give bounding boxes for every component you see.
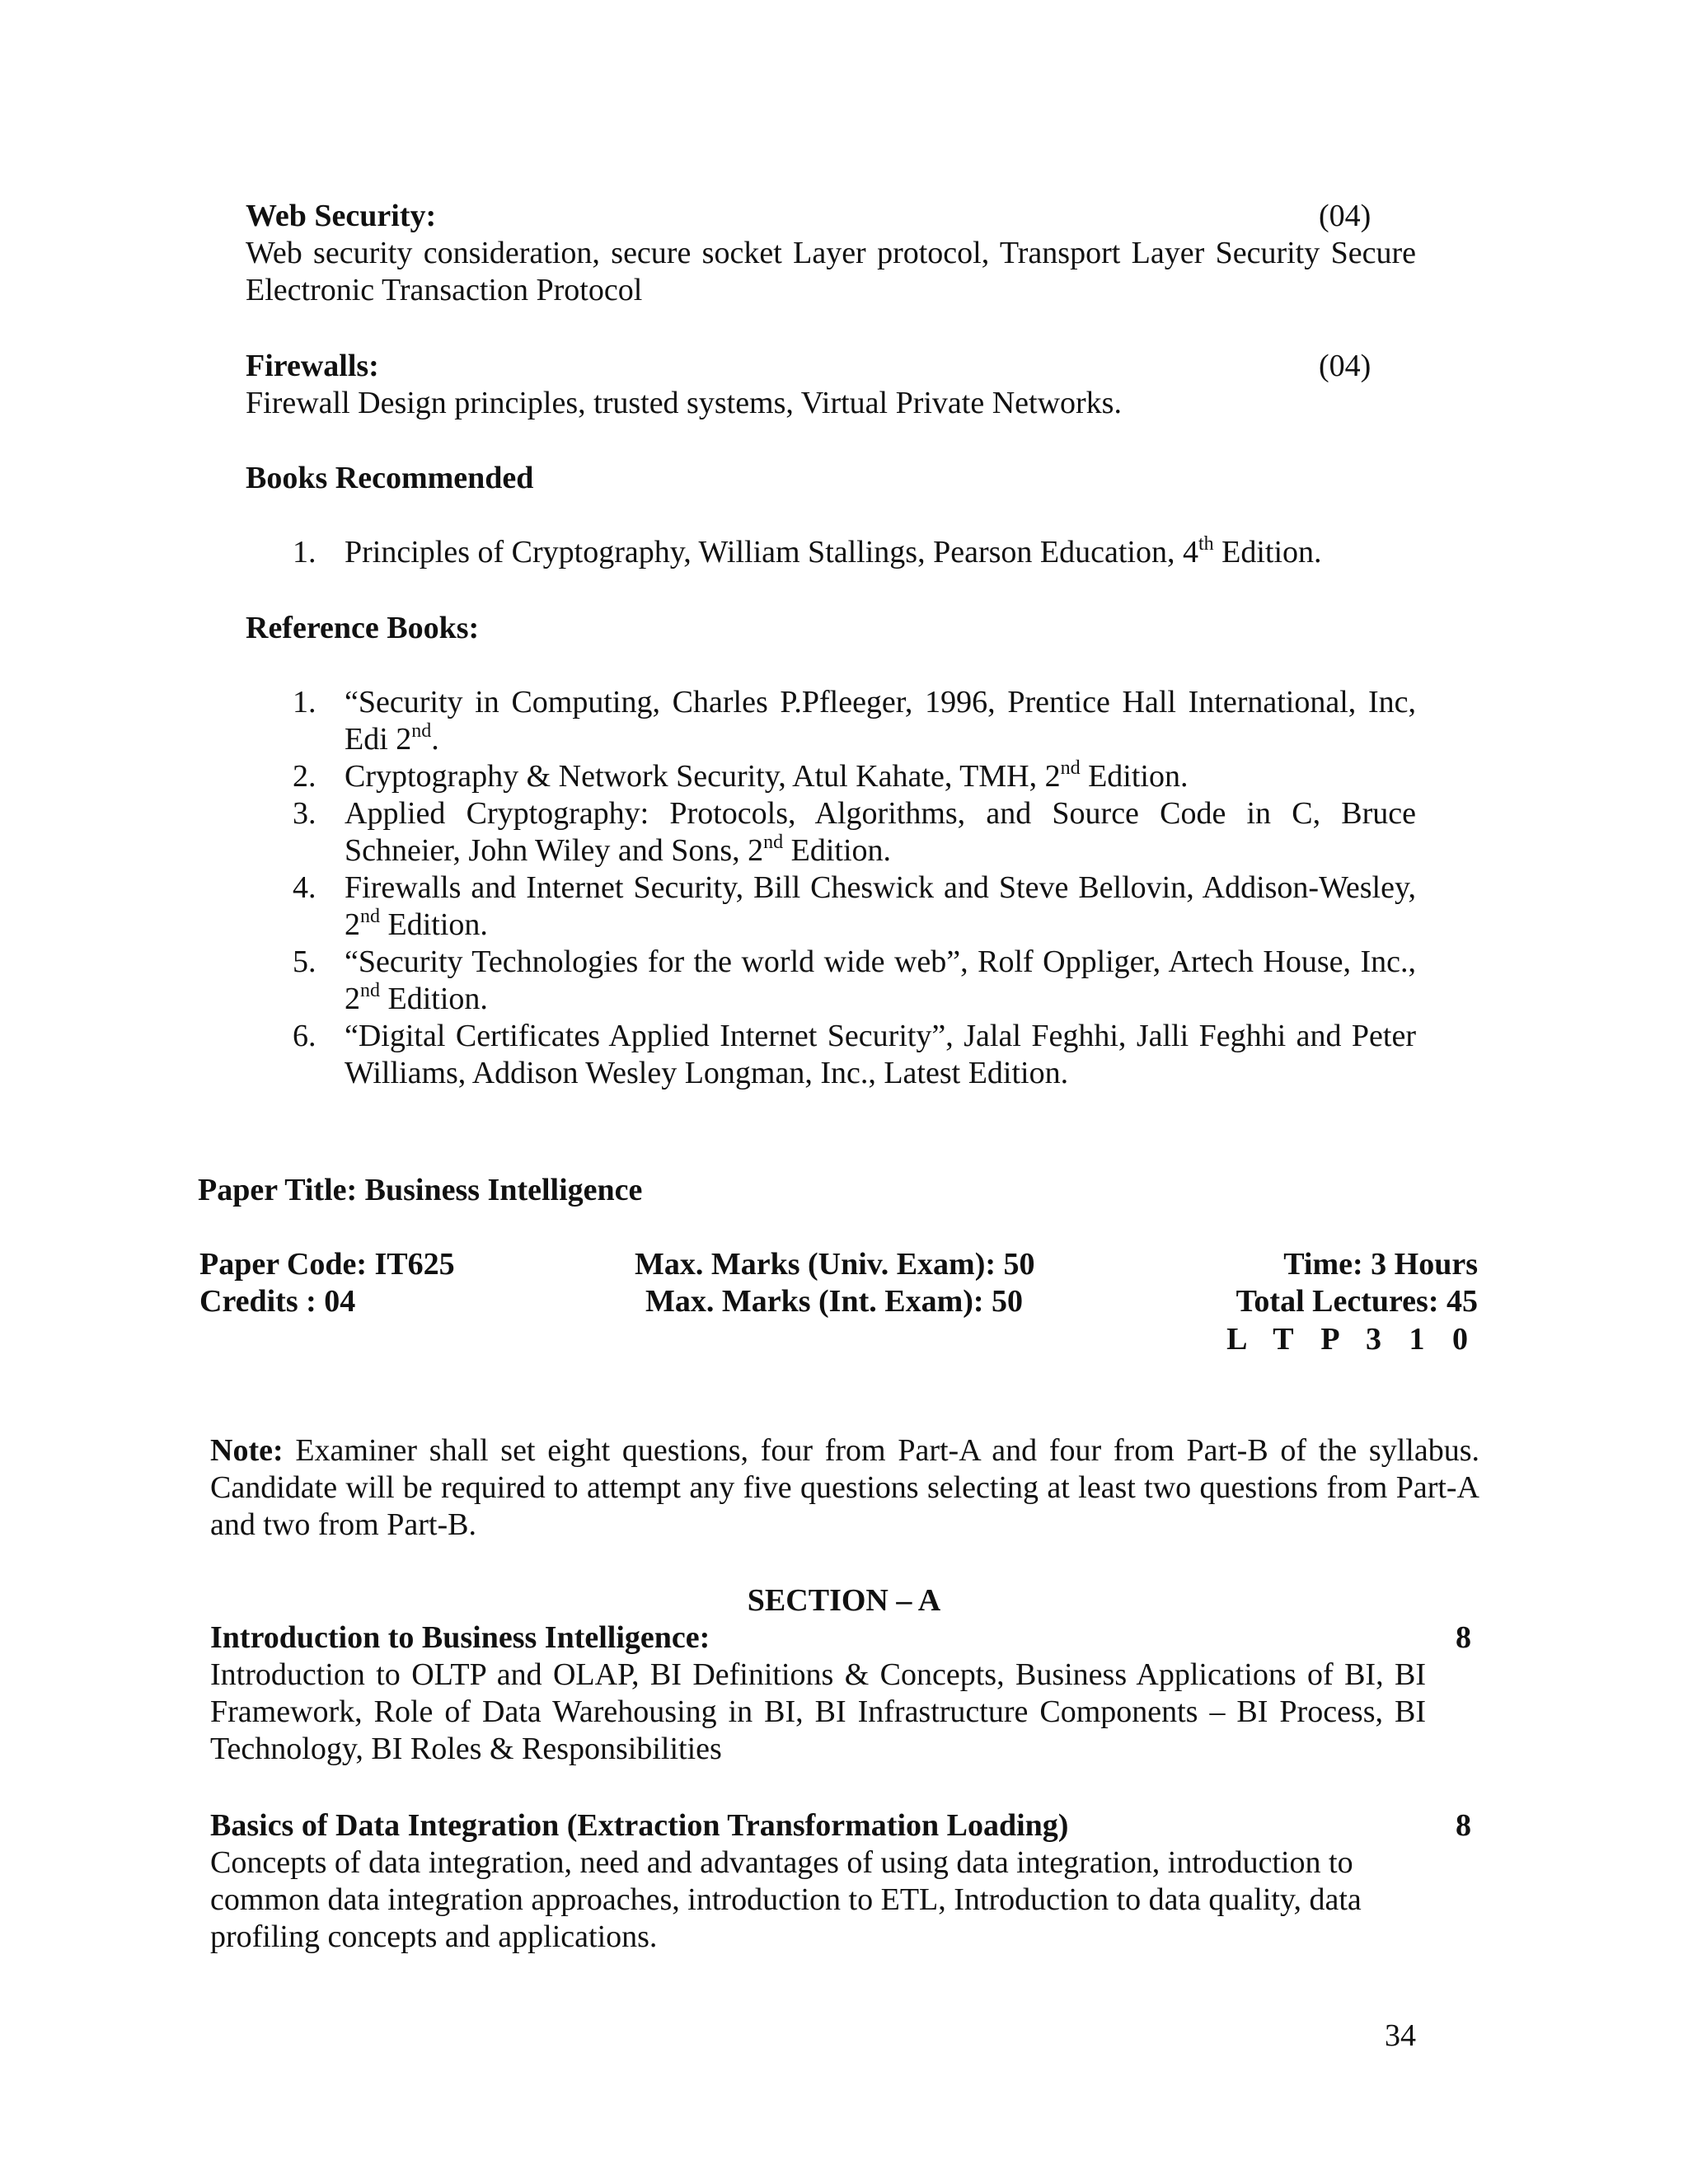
web-security-hours: (04) — [1319, 199, 1372, 233]
paper-code: Paper Code: IT625 — [199, 1247, 455, 1282]
books-recommended-heading: Books Recommended — [246, 461, 534, 495]
note-label: Note: — [210, 1433, 284, 1468]
reference-item: 3. Applied Cryptography: Protocols, Algorithms, and Source Code in C, Bruce Schneier, John Wiley and Sons, 2nd Edition. — [293, 796, 1416, 868]
reference-item: 6. “Digital Certificates Applied Internet Security”, Jalal Feghhi, Jalli Feghhi and Peter Williams, Addison Wesley Longman, Inc., Latest Edition. — [293, 1019, 1416, 1090]
ltp: L T P 3 1 0 — [1226, 1322, 1478, 1357]
topic-2-title: Basics of Data Integration (Extraction Transformation Loading) — [210, 1808, 1069, 1843]
reference-books-list — [246, 684, 1416, 1092]
max-marks-int: Max. Marks (Int. Exam): 50 — [645, 1284, 1024, 1319]
firewalls-body: Firewall Design principles, trusted systems, Virtual Private Networks. — [246, 386, 1122, 420]
books-recommended-item: 1. Principles of Cryptography, William Stallings, Pearson Education, 4th Edition. — [293, 533, 1322, 569]
total-lectures: Total Lectures: 45 — [1236, 1284, 1478, 1319]
credits: Credits : 04 — [199, 1284, 356, 1319]
reference-item: 1. “Security in Computing, Charles P.Pfleeger, 1996, Prentice Hall International, Inc, Edi 2nd. — [293, 685, 1416, 757]
topic-1-hours: 8 — [1456, 1620, 1471, 1655]
topic-1-title: Introduction to Business Intelligence: — [210, 1620, 710, 1655]
firewalls-hours: (04) — [1319, 349, 1372, 383]
section-a-heading: SECTION – A — [747, 1583, 941, 1618]
reference-item: 2. Cryptography & Network Security, Atul Kahate, TMH, 2nd Edition. — [293, 757, 1189, 794]
reference-item: 5. “Security Technologies for the world wide web”, Rolf Oppliger, Artech House, Inc., 2nd Edition. — [293, 944, 1416, 1016]
books-recommended-list — [246, 534, 1416, 571]
web-security-body: Web security consideration, secure socket Layer protocol, Transport Layer Security Secure Electronic Transaction Protocol — [246, 236, 1416, 307]
paper-title: Paper Title: Business Intelligence — [198, 1173, 643, 1207]
note-text: Examiner shall set eight questions, four from Part-A and four from Part-B of the syllabus. Candidate will be required to attempt any five questions selecting at least two questions from Part-A and two from Part-B. — [210, 1433, 1479, 1542]
page-number: 34 — [1385, 2018, 1416, 2053]
topic-2-hours: 8 — [1456, 1808, 1471, 1843]
firewalls-heading: Firewalls: — [246, 349, 379, 383]
max-marks-univ: Max. Marks (Univ. Exam): 50 — [635, 1247, 1035, 1282]
reference-books-heading: Reference Books: — [246, 611, 480, 645]
time: Time: 3 Hours — [1283, 1247, 1478, 1282]
web-security-heading: Web Security: — [246, 199, 437, 233]
reference-item: 4. Firewalls and Internet Security, Bill Cheswick and Steve Bellovin, Addison-Wesley, 2nd Edition. — [293, 870, 1416, 942]
topic-2-body: Concepts of data integration, need and advantages of using data integration, introduction to common data integration approaches, introduction to ETL, Introduction to data quality, data profiling concepts and applications. — [210, 1845, 1362, 1954]
note — [210, 1432, 1479, 1544]
topic-1-body: Introduction to OLTP and OLAP, BI Definitions & Concepts, Business Applications of BI, BI Framework, Role of Data Warehousing in BI, BI Infrastructure Components – BI Process, BI Technology, BI Roles & Responsibilities — [210, 1657, 1426, 1766]
